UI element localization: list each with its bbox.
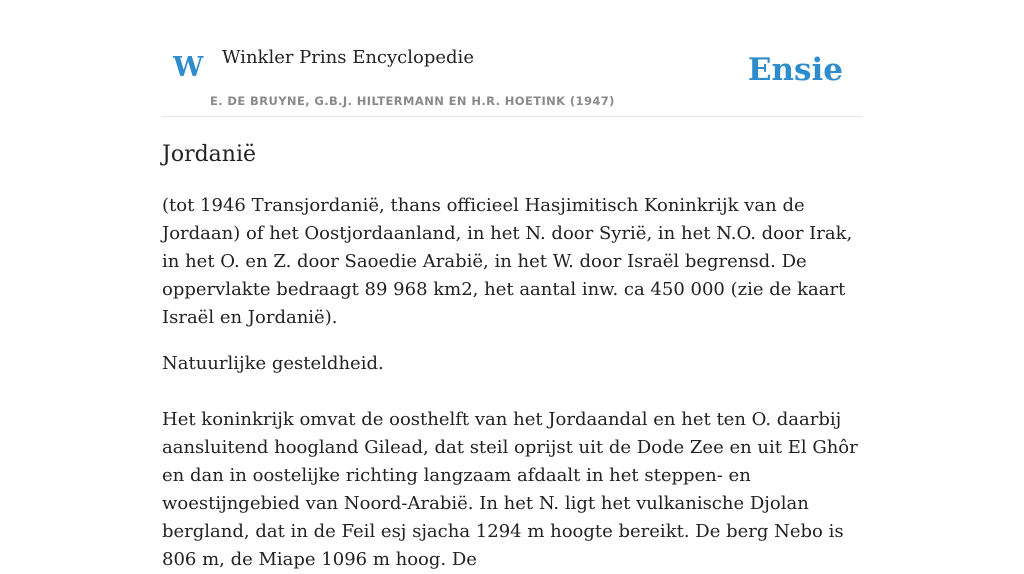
article-title: Jordanië	[162, 142, 257, 167]
article-intro: (tot 1946 Transjordanië, thans officieel Hasjimitisch Koninkrijk van de Jordaan) of het Oostjordaanland, in het N. door Syrië, in het N.O. door Irak, in het O. en Z. door Saoedie Arabië, in het W. door Israël begrensd. De oppervlakte bedraagt 89 968 km2, het aantal inw. ca 450 000 (zie de kaart Israël en Jordanië).	[162, 195, 853, 328]
article	[162, 136, 867, 574]
section-body: Het koninkrijk omvat de oosthelft van het Jordaandal en het ten O. daarbij aansluitend hoogland Gilead, dat steil oprijst uit de Dode Zee en uit El Ghôr en dan in oostelijke richting langzaam afdaalt in het steppen- en woestijngebied van Noord-Arabië. In het N. ligt het vulkanische Djolan bergland, dat in de Feil esj sjacha 1294 m hoogte bereikt. De berg Nebo is 806 m, de Miape 1096 m hoog. De	[162, 409, 858, 570]
winkler-prins-logo[interactable]: W	[173, 52, 204, 83]
ensie-logo[interactable]: Ensie	[747, 52, 843, 88]
source-title[interactable]: Winkler Prins Encyclopedie	[222, 47, 474, 68]
source-authors: E. DE BRUYNE, G.B.J. HILTERMANN EN H.R. HOETINK (1947)	[210, 94, 615, 108]
section-heading: Natuurlijke gesteldheid.	[162, 353, 384, 374]
source-header	[162, 0, 862, 117]
